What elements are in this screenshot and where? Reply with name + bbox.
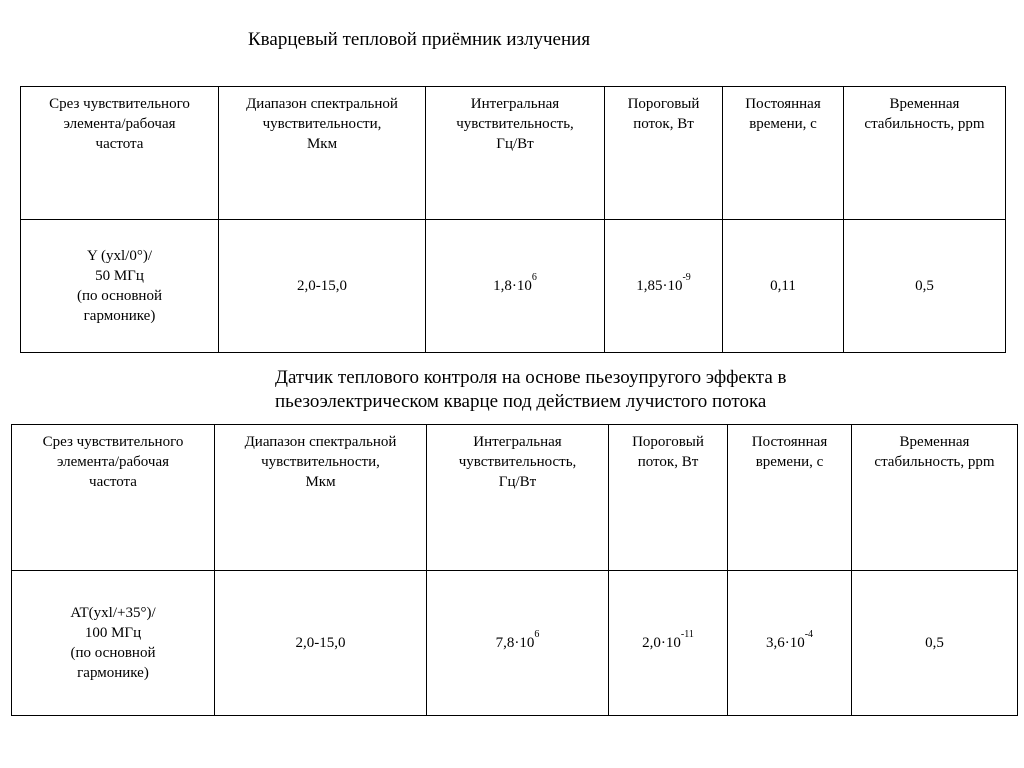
table-row (21, 220, 1006, 353)
quartz-receiver-table (20, 86, 1006, 353)
cell-cut: Y (yxl/0°)/ 50 МГц (по основной гармонике) (21, 220, 219, 353)
header-integral-sensitivity: Интегральная чувствительность, Гц/Вт (427, 425, 609, 571)
header-threshold-flux: Пороговый поток, Вт (605, 87, 723, 220)
header-threshold-flux: Пороговый поток, Вт (609, 425, 728, 571)
cell-stability: 0,5 (852, 571, 1018, 716)
header-row (12, 425, 1018, 571)
piezo-sensor-table (11, 424, 1018, 716)
header-spectral-range: Диапазон спектральной чувствительности, Мкм (219, 87, 426, 220)
cell-stability: 0,5 (844, 220, 1006, 353)
cell-spectral-range: 2,0-15,0 (215, 571, 427, 716)
table1-title: Кварцевый тепловой приёмник излучения (248, 29, 591, 50)
header-cut: Срез чувствительного элемента/рабочая частота (12, 425, 215, 571)
cell-time-constant: $3,6\cdot 10^{-4}$ (728, 571, 852, 716)
header-time-constant: Постоянная времени, с (728, 425, 852, 571)
cell-time-constant: 0,11 (723, 220, 844, 353)
cell-threshold-flux: $2,0\cdot 10^{-11}$ (609, 571, 728, 716)
cell-cut: AT(yxl/+35°)/ 100 МГц (по основной гармонике) (12, 571, 215, 716)
table2-title: Датчик теплового контроля на основе пьезоупругого эффекта в пьезоэлектрическом кварце под действием лучистого потока (275, 367, 787, 412)
table-row (12, 571, 1018, 716)
cell-threshold-flux: $1,85\cdot 10^{-9}$ (605, 220, 723, 353)
cell-integral-sensitivity: $1,8\cdot 10^6$ (426, 220, 605, 353)
header-spectral-range: Диапазон спектральной чувствительности, Мкм (215, 425, 427, 571)
header-cut: Срез чувствительного элемента/рабочая частота (21, 87, 219, 220)
header-integral-sensitivity: Интегральная чувствительность, Гц/Вт (426, 87, 605, 220)
header-time-constant: Постоянная времени, с (723, 87, 844, 220)
header-stability: Временная стабильность, ppm (852, 425, 1018, 571)
header-stability: Временная стабильность, ppm (844, 87, 1006, 220)
cell-integral-sensitivity: $7,8\cdot 10^6$ (427, 571, 609, 716)
header-row (21, 87, 1006, 220)
cell-spectral-range: 2,0-15,0 (219, 220, 426, 353)
